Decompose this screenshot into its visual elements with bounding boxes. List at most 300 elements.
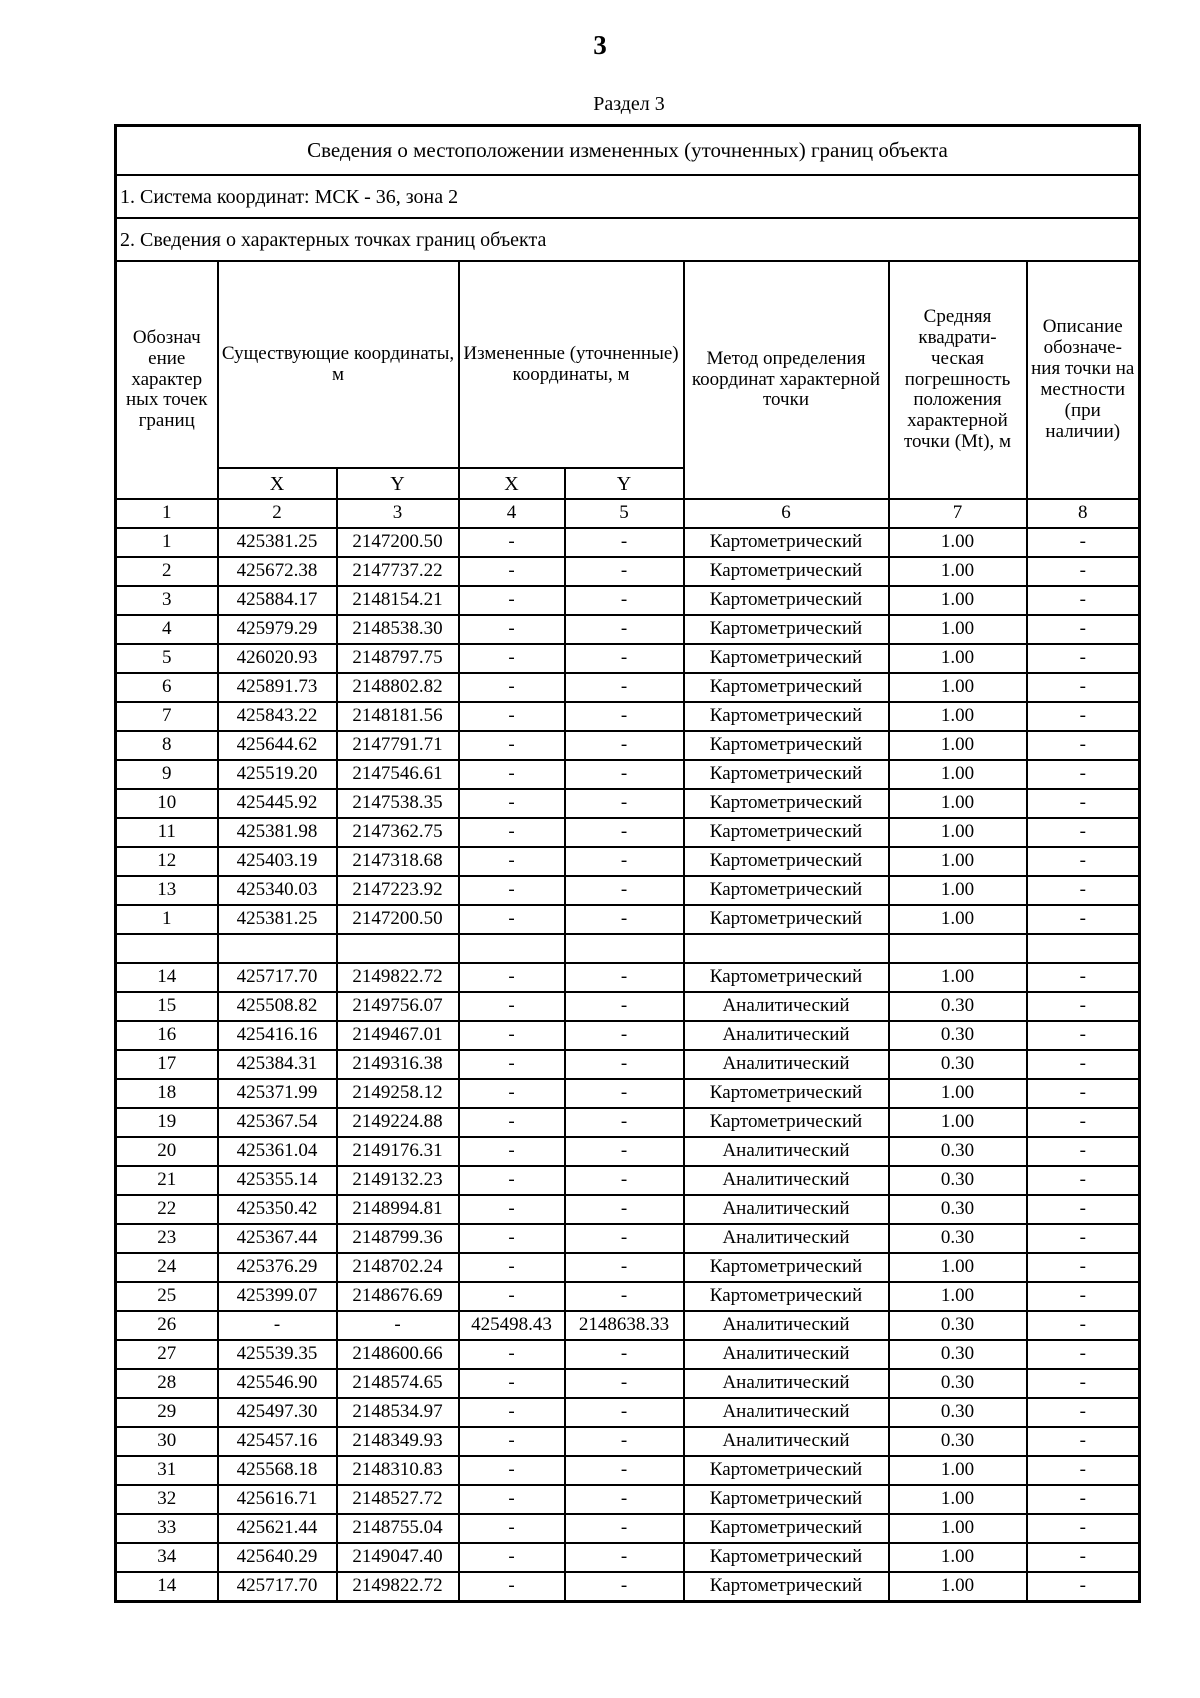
table-row [116, 1311, 1140, 1340]
cell-description: - [1027, 1572, 1140, 1602]
cell-changed-x: - [459, 1572, 565, 1602]
cell-existing-y: 2148154.21 [337, 586, 459, 615]
cell-changed-y: - [565, 876, 684, 905]
cell-existing-x: 426020.93 [218, 644, 337, 673]
cell-method: Картометрический [684, 789, 889, 818]
cell-description: - [1027, 702, 1140, 731]
cell-method: Аналитический [684, 1224, 889, 1253]
cell-method: Картометрический [684, 818, 889, 847]
cell-changed-x: - [459, 1456, 565, 1485]
table-row [116, 789, 1140, 818]
cell-changed-x: - [459, 847, 565, 876]
cell-existing-x: 425416.16 [218, 1021, 337, 1050]
cell-description: - [1027, 557, 1140, 586]
cell-error: 1.00 [889, 876, 1027, 905]
cell-description: - [1027, 1253, 1140, 1282]
column-number: 8 [1027, 499, 1140, 528]
cell-changed-x: - [459, 992, 565, 1021]
cell-error: 0.30 [889, 1369, 1027, 1398]
cell-error: 1.00 [889, 1485, 1027, 1514]
cell-existing-y: 2149258.12 [337, 1079, 459, 1108]
cell-method: Картометрический [684, 847, 889, 876]
cell-existing-y: 2148755.04 [337, 1514, 459, 1543]
cell-existing-x: 425361.04 [218, 1137, 337, 1166]
cell-existing-x: 425381.25 [218, 905, 337, 934]
cell-point: 23 [116, 1224, 218, 1253]
cell-method: Картометрический [684, 1253, 889, 1282]
column-number: 7 [889, 499, 1027, 528]
table-row [116, 1572, 1140, 1602]
cell-method: Картометрический [684, 1572, 889, 1602]
cell-method: Картометрический [684, 731, 889, 760]
cell-description: - [1027, 760, 1140, 789]
cell-error: 1.00 [889, 963, 1027, 992]
cell-point: 17 [116, 1050, 218, 1079]
cell-changed-y: - [565, 1514, 684, 1543]
cell-description: - [1027, 1398, 1140, 1427]
cell-error: 0.30 [889, 1427, 1027, 1456]
cell-method: Аналитический [684, 1369, 889, 1398]
cell-existing-y: 2149822.72 [337, 963, 459, 992]
cell-existing-y: 2147318.68 [337, 847, 459, 876]
cell-point: 1 [116, 528, 218, 557]
cell-point: 8 [116, 731, 218, 760]
cell-changed-y: - [565, 1485, 684, 1514]
cell-changed-y [565, 934, 684, 963]
cell-existing-y: 2148702.24 [337, 1253, 459, 1282]
cell-existing-x: 425399.07 [218, 1282, 337, 1311]
cell-point: 31 [116, 1456, 218, 1485]
cell-changed-x: - [459, 1195, 565, 1224]
header-changed-coords: Измененные (уточненные) координаты, м [459, 261, 684, 468]
cell-changed-y: - [565, 1253, 684, 1282]
cell-description: - [1027, 1514, 1140, 1543]
cell-error: 1.00 [889, 818, 1027, 847]
cell-existing-x: 425350.42 [218, 1195, 337, 1224]
cell-method: Картометрический [684, 528, 889, 557]
cell-error: 1.00 [889, 1108, 1027, 1137]
cell-point: 16 [116, 1021, 218, 1050]
table-row [116, 731, 1140, 760]
cell-existing-x: 425717.70 [218, 963, 337, 992]
table-row [116, 1485, 1140, 1514]
table-row [116, 876, 1140, 905]
table-row [116, 1108, 1140, 1137]
cell-description: - [1027, 818, 1140, 847]
table-row [116, 586, 1140, 615]
table-row [116, 905, 1140, 934]
cell-point: 5 [116, 644, 218, 673]
cell-method: Аналитический [684, 992, 889, 1021]
cell-description: - [1027, 905, 1140, 934]
cell-error: 1.00 [889, 557, 1027, 586]
cell-error: 1.00 [889, 673, 1027, 702]
cell-point: 14 [116, 1572, 218, 1602]
cell-method [684, 934, 889, 963]
cell-error: 0.30 [889, 992, 1027, 1021]
cell-changed-x: - [459, 1079, 565, 1108]
cell-existing-y: 2148797.75 [337, 644, 459, 673]
cell-existing-x: 425403.19 [218, 847, 337, 876]
cell-existing-y: 2148574.65 [337, 1369, 459, 1398]
table-row [116, 1456, 1140, 1485]
cell-point: 7 [116, 702, 218, 731]
cell-existing-y: 2147200.50 [337, 905, 459, 934]
cell-error: 0.30 [889, 1137, 1027, 1166]
cell-existing-y: 2147737.22 [337, 557, 459, 586]
cell-description: - [1027, 1021, 1140, 1050]
cell-point: 4 [116, 615, 218, 644]
cell-error: 1.00 [889, 644, 1027, 673]
table-row [116, 934, 1140, 963]
cell-method: Картометрический [684, 1543, 889, 1572]
cell-description: - [1027, 673, 1140, 702]
cell-method: Картометрический [684, 673, 889, 702]
cell-existing-y: 2149316.38 [337, 1050, 459, 1079]
cell-point: 33 [116, 1514, 218, 1543]
cell-existing-x: 425367.54 [218, 1108, 337, 1137]
cell-existing-x: 425843.22 [218, 702, 337, 731]
cell-existing-x: 425340.03 [218, 876, 337, 905]
cell-existing-x: 425640.29 [218, 1543, 337, 1572]
cell-point: 6 [116, 673, 218, 702]
table-row [116, 702, 1140, 731]
cell-existing-y: 2148676.69 [337, 1282, 459, 1311]
cell-description: - [1027, 615, 1140, 644]
cell-existing-y: 2149822.72 [337, 1572, 459, 1602]
cell-method: Аналитический [684, 1398, 889, 1427]
page-number: 3 [593, 30, 607, 60]
cell-existing-x: 425367.44 [218, 1224, 337, 1253]
cell-point: 1 [116, 905, 218, 934]
cell-error: 1.00 [889, 586, 1027, 615]
cell-error: 1.00 [889, 847, 1027, 876]
cell-existing-x: 425717.70 [218, 1572, 337, 1602]
column-number: 6 [684, 499, 889, 528]
cell-point: 18 [116, 1079, 218, 1108]
table-row [116, 1224, 1140, 1253]
cell-changed-x: - [459, 1514, 565, 1543]
table-row [116, 1543, 1140, 1572]
cell-method: Аналитический [684, 1050, 889, 1079]
column-number: 5 [565, 499, 684, 528]
cell-changed-y: - [565, 1398, 684, 1427]
cell-existing-x: 425539.35 [218, 1340, 337, 1369]
cell-error: 1.00 [889, 760, 1027, 789]
cell-changed-y: - [565, 1340, 684, 1369]
cell-description: - [1027, 847, 1140, 876]
cell-existing-y: 2147200.50 [337, 528, 459, 557]
cell-changed-x: - [459, 1369, 565, 1398]
cell-error: 1.00 [889, 528, 1027, 557]
cell-existing-y: 2149224.88 [337, 1108, 459, 1137]
cell-changed-y: - [565, 673, 684, 702]
table-row [116, 1369, 1140, 1398]
column-number: 3 [337, 499, 459, 528]
cell-existing-x: 425979.29 [218, 615, 337, 644]
cell-existing-y: 2148538.30 [337, 615, 459, 644]
table-row [116, 963, 1140, 992]
cell-changed-y: - [565, 586, 684, 615]
table-title: Сведения о местоположении измененных (уточненных) границ объекта [116, 126, 1140, 176]
cell-existing-y: 2147538.35 [337, 789, 459, 818]
cell-changed-y: - [565, 905, 684, 934]
cell-existing-x: 425381.25 [218, 528, 337, 557]
cell-changed-x: - [459, 1485, 565, 1514]
cell-existing-x: 425445.92 [218, 789, 337, 818]
cell-method: Аналитический [684, 1195, 889, 1224]
table-row [116, 992, 1140, 1021]
cell-changed-x: - [459, 1282, 565, 1311]
cell-changed-y: - [565, 1079, 684, 1108]
table-row [116, 847, 1140, 876]
cell-changed-y: - [565, 1166, 684, 1195]
cell-point: 22 [116, 1195, 218, 1224]
cell-changed-x: - [459, 1021, 565, 1050]
cell-method: Картометрический [684, 1108, 889, 1137]
cell-existing-y: 2149467.01 [337, 1021, 459, 1050]
cell-changed-x: - [459, 702, 565, 731]
cell-changed-x: - [459, 615, 565, 644]
header-existing-y: Y [337, 468, 459, 499]
header-point-designation: Обознач ение характер ных точек границ [116, 261, 218, 499]
cell-point [116, 934, 218, 963]
table-row [116, 1514, 1140, 1543]
cell-changed-x: - [459, 1398, 565, 1427]
cell-changed-y: - [565, 615, 684, 644]
cell-existing-y: 2148310.83 [337, 1456, 459, 1485]
table-row [116, 1137, 1140, 1166]
cell-changed-y: - [565, 1456, 684, 1485]
cell-error: 1.00 [889, 1079, 1027, 1108]
table-row [116, 1079, 1140, 1108]
cell-existing-y: 2148600.66 [337, 1340, 459, 1369]
cell-method: Картометрический [684, 905, 889, 934]
table-row [116, 1050, 1140, 1079]
cell-point: 34 [116, 1543, 218, 1572]
cell-description: - [1027, 1166, 1140, 1195]
column-number: 4 [459, 499, 565, 528]
cell-changed-y: - [565, 1282, 684, 1311]
cell-description: - [1027, 1050, 1140, 1079]
cell-existing-y: 2148994.81 [337, 1195, 459, 1224]
cell-method: Картометрический [684, 760, 889, 789]
cell-method: Аналитический [684, 1166, 889, 1195]
cell-changed-y: - [565, 1369, 684, 1398]
cell-error: 1.00 [889, 702, 1027, 731]
cell-description: - [1027, 1224, 1140, 1253]
cell-method: Картометрический [684, 644, 889, 673]
cell-method: Картометрический [684, 615, 889, 644]
cell-existing-y: 2148527.72 [337, 1485, 459, 1514]
cell-existing-x: 425644.62 [218, 731, 337, 760]
table-row [116, 1195, 1140, 1224]
cell-description: - [1027, 731, 1140, 760]
cell-description: - [1027, 963, 1140, 992]
cell-existing-y: 2149047.40 [337, 1543, 459, 1572]
cell-error: 1.00 [889, 1282, 1027, 1311]
cell-error: 1.00 [889, 1514, 1027, 1543]
cell-changed-y: - [565, 1572, 684, 1602]
cell-point: 21 [116, 1166, 218, 1195]
cell-method: Картометрический [684, 1079, 889, 1108]
cell-description: - [1027, 1456, 1140, 1485]
cell-existing-x: 425508.82 [218, 992, 337, 1021]
cell-error: 1.00 [889, 1572, 1027, 1602]
cell-changed-x: - [459, 1340, 565, 1369]
table-row [116, 1021, 1140, 1050]
cell-point: 9 [116, 760, 218, 789]
cell-existing-y: 2147362.75 [337, 818, 459, 847]
cell-point: 29 [116, 1398, 218, 1427]
table-row [116, 615, 1140, 644]
header-changed-y: Y [565, 468, 684, 499]
cell-changed-x: - [459, 1543, 565, 1572]
cell-changed-x: - [459, 557, 565, 586]
header-existing-x: X [218, 468, 337, 499]
cell-description: - [1027, 1340, 1140, 1369]
cell-changed-x: - [459, 673, 565, 702]
cell-changed-y: - [565, 760, 684, 789]
cell-changed-x: - [459, 760, 565, 789]
cell-method: Аналитический [684, 1340, 889, 1369]
table-row [116, 1166, 1140, 1195]
cell-existing-y: 2148534.97 [337, 1398, 459, 1427]
cell-changed-x: - [459, 789, 565, 818]
cell-changed-y: 2148638.33 [565, 1311, 684, 1340]
cell-changed-y: - [565, 992, 684, 1021]
cell-description: - [1027, 1282, 1140, 1311]
cell-existing-y: 2149756.07 [337, 992, 459, 1021]
cell-changed-x: - [459, 1224, 565, 1253]
cell-existing-y: 2148799.36 [337, 1224, 459, 1253]
cell-point: 2 [116, 557, 218, 586]
cell-method: Картометрический [684, 557, 889, 586]
cell-existing-x: - [218, 1311, 337, 1340]
cell-point: 30 [116, 1427, 218, 1456]
cell-changed-x: - [459, 1427, 565, 1456]
cell-description: - [1027, 1369, 1140, 1398]
cell-changed-y: - [565, 1021, 684, 1050]
cell-point: 15 [116, 992, 218, 1021]
cell-point: 13 [116, 876, 218, 905]
cell-error: 0.30 [889, 1224, 1027, 1253]
cell-existing-x: 425497.30 [218, 1398, 337, 1427]
cell-existing-y [337, 934, 459, 963]
cell-changed-x: - [459, 905, 565, 934]
cell-point: 12 [116, 847, 218, 876]
cell-point: 19 [116, 1108, 218, 1137]
cell-existing-x: 425371.99 [218, 1079, 337, 1108]
cell-changed-y: - [565, 1108, 684, 1137]
cell-changed-y: - [565, 644, 684, 673]
cell-changed-y: - [565, 1195, 684, 1224]
cell-existing-x: 425891.73 [218, 673, 337, 702]
cell-changed-y: - [565, 1427, 684, 1456]
cell-method: Картометрический [684, 586, 889, 615]
cell-changed-x: - [459, 586, 565, 615]
cell-changed-y: - [565, 1050, 684, 1079]
cell-error: 1.00 [889, 789, 1027, 818]
cell-error: 1.00 [889, 1253, 1027, 1282]
cell-point: 3 [116, 586, 218, 615]
cell-changed-x: - [459, 528, 565, 557]
cell-existing-x: 425457.16 [218, 1427, 337, 1456]
table-row [116, 673, 1140, 702]
cell-method: Картометрический [684, 1456, 889, 1485]
cell-changed-y: - [565, 963, 684, 992]
header-existing-coords: Существующие координаты, м [218, 261, 459, 468]
header-description: Описание обозначе- ния точки на местности (при наличии) [1027, 261, 1140, 499]
cell-existing-x: 425355.14 [218, 1166, 337, 1195]
cell-method: Картометрический [684, 1485, 889, 1514]
cell-existing-y: 2148181.56 [337, 702, 459, 731]
cell-changed-y: - [565, 818, 684, 847]
cell-existing-x: 425384.31 [218, 1050, 337, 1079]
cell-existing-y: 2148349.93 [337, 1427, 459, 1456]
cell-point: 14 [116, 963, 218, 992]
cell-description: - [1027, 1079, 1140, 1108]
cell-changed-y: - [565, 528, 684, 557]
cell-error: 0.30 [889, 1195, 1027, 1224]
cell-description: - [1027, 1108, 1140, 1137]
cell-existing-y: 2147546.61 [337, 760, 459, 789]
table-row [116, 1427, 1140, 1456]
cell-changed-y: - [565, 1224, 684, 1253]
cell-changed-x: - [459, 1253, 565, 1282]
cell-method: Картометрический [684, 963, 889, 992]
header-error: Средняя квадрати- ческая погрешность положения характерной точки (Mt), м [889, 261, 1027, 499]
cell-existing-x: 425621.44 [218, 1514, 337, 1543]
cell-changed-x: - [459, 1050, 565, 1079]
cell-existing-x: 425381.98 [218, 818, 337, 847]
cell-description: - [1027, 1485, 1140, 1514]
cell-changed-x: - [459, 818, 565, 847]
cell-existing-x [218, 934, 337, 963]
table-body [116, 528, 1140, 1602]
cell-changed-y: - [565, 847, 684, 876]
cell-point: 25 [116, 1282, 218, 1311]
boundary-points-table [114, 124, 1141, 1603]
column-number-row [116, 499, 1140, 528]
cell-point: 11 [116, 818, 218, 847]
cell-method: Аналитический [684, 1427, 889, 1456]
column-number: 2 [218, 499, 337, 528]
cell-existing-y: 2149176.31 [337, 1137, 459, 1166]
cell-error: 1.00 [889, 905, 1027, 934]
table-row [116, 1398, 1140, 1427]
cell-method: Картометрический [684, 876, 889, 905]
table-row [116, 644, 1140, 673]
cell-changed-x: - [459, 1108, 565, 1137]
cell-description: - [1027, 1427, 1140, 1456]
cell-method: Аналитический [684, 1137, 889, 1166]
cell-existing-y: 2149132.23 [337, 1166, 459, 1195]
cell-existing-x: 425519.20 [218, 760, 337, 789]
cell-changed-x: - [459, 644, 565, 673]
cell-point: 28 [116, 1369, 218, 1398]
cell-method: Картометрический [684, 1514, 889, 1543]
cell-error: 0.30 [889, 1021, 1027, 1050]
cell-existing-y: 2147223.92 [337, 876, 459, 905]
cell-existing-x: 425546.90 [218, 1369, 337, 1398]
cell-changed-x: - [459, 876, 565, 905]
cell-changed-x: - [459, 963, 565, 992]
table-row [116, 1253, 1140, 1282]
cell-changed-x: - [459, 1137, 565, 1166]
cell-changed-y: - [565, 1137, 684, 1166]
cell-existing-x: 425884.17 [218, 586, 337, 615]
